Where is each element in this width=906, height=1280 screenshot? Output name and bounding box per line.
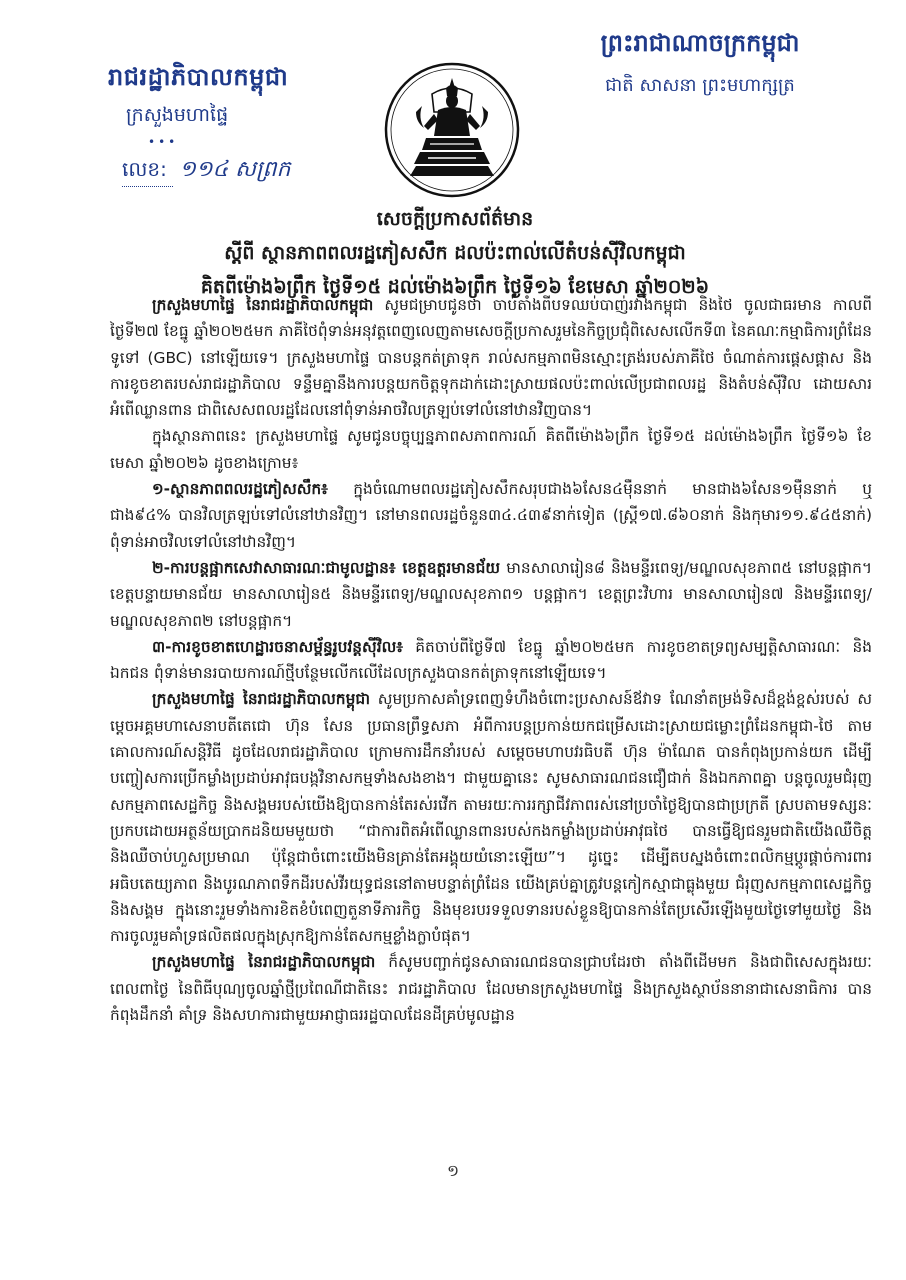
paragraph — [110, 292, 872, 423]
paragraph-lead: ១-ស្ថានភាពពលរដ្ឋភៀសសឹក៖ — [152, 480, 328, 499]
paragraph-lead: ក្រសួងមហាផ្ទៃ នៃរាជរដ្ឋាភិបាលកម្ពុជា — [152, 690, 370, 709]
paragraph-lead: ក្រសួងមហាផ្ទៃ នៃរាជរដ្ឋាភិបាលកម្ពុជា — [152, 296, 374, 314]
document-body — [110, 292, 872, 1028]
document-title: សេចក្តីប្រកាសព័ត៌មាន — [376, 208, 534, 230]
document-period: គិតពីម៉ោង៦ព្រឹក ថ្ងៃទី១៥ ដល់ម៉ោង៦ព្រឹក ថ្ងៃទី១៦ ខែមេសា ឆ្នាំ២០២៦ — [200, 276, 710, 298]
paragraph — [110, 555, 872, 634]
paragraph-lead: ក្រសួងមហាផ្ទៃ នៃរាជរដ្ឋាភិបាលកម្ពុជា — [152, 953, 376, 972]
document-subject: ស្តីពី ស្ថានភាពពលរដ្ឋភៀសសឹក ដលប៉ះពាល់លើតំបន់ស៊ីវិលកម្ពុជា — [224, 242, 686, 264]
ministry-emblem-icon — [382, 60, 522, 200]
paragraph-text: ក៏សូមបញ្ជាក់ជូនសាធារណជនបានជ្រាបដែរថា តាំងពីដើមមក និងជាពិសេសក្នុងរយៈពេលពាថ្ងៃ នៃពិធីបុណ្យចូលឆ្នាំថ្មីប្រពៃណីជាតិនេះ រាជរដ្ឋាភិបាល ដែលមានក្រសួងមហាផ្ទៃ និងក្រសួងស្ថាប័ននានាជាសេនាធិការ បានកំពុងដឹកនាំ គាំទ្រ និងសហការជាមួយអាជ្ញាធររដ្ឋបាលដែនដីគ្រប់មូលដ្ឋាន — [110, 953, 872, 1025]
paragraph-text: គិតចាប់ពីថ្ងៃទី៧ ខែធ្នូ ឆ្នាំ២០២៥មក ការខូចខាតទ្រព្យសម្បត្តិសាធារណៈ និងឯកជន ពុំទាន់មានរបាយការណ៍ថ្មីបន្ថែមលើកលើដែលក្រសួងបានកត់ត្រាទុកនៅឡើយទេ។ — [110, 637, 872, 683]
paragraph — [110, 423, 872, 476]
title-block — [110, 207, 800, 303]
header-right — [590, 28, 810, 100]
government-name: រាជរដ្ឋាភិបាលកម្ពុជា — [108, 63, 289, 91]
paragraph-lead: ២-ការបន្តផ្អាកសេវាសាធារណៈជាមូលដ្ឋាន៖ ខេត្តឧត្តរមានជ័យ — [152, 558, 501, 577]
header-left — [108, 62, 348, 187]
reference-number-value: ១១៤ សព្រក — [179, 157, 291, 182]
paragraph-text: សូមប្រកាសគាំទ្រពេញទំហឹងចំពោះប្រសាសន៍ឪវាទ ណែនាំតម្រង់ទិសដ៏ខ្ពង់ខ្ពស់របស់ សម្តេចអគ្គមហាសេនាបតីតេជោ ហ៊ុន សែន ប្រធានព្រឹទ្ធសភា អំពីការបន្តប្រកាន់យកជម្រើសដោះស្រាយជម្លោះព្រំដែនកម្ពុជា-ថៃ តាមគោលការណ៍សន្តិវិធី ដូចដែលរាជរដ្ឋាភិបាល ក្រោមការដឹកនាំរបស់ សម្តេចមហាបវរធិបតី ហ៊ុន ម៉ាណែត បានកំពុងប្រកាន់យក ដើម្បីបញ្ចៀសការប្រើកម្លាំងប្រដាប់អាវុធបង្កវិនាសកម្មទាំងសងខាង។ ជាមួយគ្នានេះ សូមសាធារណជនជឿជាក់ និងឯកភាពគ្នា បន្តចូលរួមជំរុញសកម្មភាពសេដ្ឋកិច្ច និងសង្គមរបស់យើងឱ្យបានកាន់តែរស់រវើក តាមរយៈការរក្សាជីវភាពរស់នៅប្រចាំថ្ងៃឱ្យបានជាប្រក្រតី ស្របតាមទស្សនៈប្រកបដោយអត្ថន័យប្រាកដនិយមមួយថា “ជាការពិតអំពើឈ្លានពានរបស់កងកម្លាំងប្រដាប់អាវុធថៃ បានធ្វើឱ្យជនរួមជាតិយើងឈឺចិត្ត និងឈឺចាប់ហួសប្រមាណ ប៉ុន្តែជាចំពោះយើងមិនគ្រាន់តែអង្គុយយំនោះឡើយ”។ ដូច្នេះ ដើម្បីតបស្នងចំពោះពលិកម្មប្តូរផ្តាច់ការពារអធិបតេយ្យភាព និងបូរណភាពទឹកដីរបស់វីរយុទ្ធជននៅតាមបន្ទាត់ព្រំដែន យើងគ្រប់គ្នាត្រូវបន្តកៀកស្មាជាធ្លុងមួយ ជំរុញសកម្មភាពសេដ្ឋកិច្ច និងសង្គម ក្នុងនោះរួមទាំងការខិតខំបំពេញតួនាទីភារកិច្ច និងមុខរបរទទួលទានរបស់ខ្លួនឱ្យបានកាន់តែប្រសើរឡើងមួយថ្ងៃទៅមួយថ្ងៃ និងការចូលរួមគាំទ្រផលិតផលក្នុងស្រុកឱ្យកាន់តែសកម្មខ្លាំងក្លាបំផុត។ — [110, 690, 872, 946]
ornament-divider: ••• — [148, 135, 179, 149]
paragraph-lead: ៣-ការខូចខាតហេដ្ឋារចនាសម្ព័ន្ធរូបវន្តស៊ីវិល៖ — [152, 637, 403, 656]
reference-number-label: លេខ: — [122, 156, 173, 187]
ministry-name: ក្រសួងមហាផ្ទៃ — [126, 104, 229, 126]
paragraph-text: ក្នុងស្ថានភាពនេះ ក្រសួងមហាផ្ទៃ សូមជូនបច្ចុប្បន្នភាពសភាពការណ៍ គិតពីម៉ោង៦ព្រឹក ថ្ងៃទី១៥ ដល់ម៉ោង៦ព្រឹក ថ្ងៃទី១៦ ខែមេសា ឆ្នាំ២០២៦ ដូចខាងក្រោម៖ — [110, 427, 872, 472]
paragraph — [110, 634, 872, 687]
reference-number — [108, 155, 348, 187]
kingdom-name: ព្រះរាជាណាចក្រកម្ពុជា — [600, 29, 800, 57]
page-number: ១ — [446, 1161, 460, 1180]
paragraph-text: មានសាលារៀន៨ និងមន្ទីរពេទ្យ/មណ្ឌលសុខភាព៥ នៅបន្តផ្អាក។ ខេត្តបន្ទាយមានជ័យ មានសាលារៀន៥ និងមន្ទីរពេទ្យ/មណ្ឌលសុខភាព១ បន្តផ្អាក។ ខេត្តព្រះវិហារ មានសាលារៀន៧ និងមន្ទីរពេទ្យ/មណ្ឌលសុខភាព២ នៅបន្តផ្អាក។ — [110, 558, 872, 630]
paragraph-text: សូមជម្រាបជូនថា ចាប់តាំងពីបទឈប់បាញ់រវាងកម្ពុជា និងថៃ ចូលជាធរមាន កាលពីថ្ងៃទី២៧ ខែធ្នូ ឆ្នាំ២០២៥មក ភាគីថៃពុំទាន់អនុវត្តពេញលេញតាមសេចក្តីប្រកាសរួមនៃកិច្ចប្រជុំពិសេសលើកទី៣ នៃគណៈកម្មាធិការព្រំដែនទូទៅ (GBC) នៅឡើយទេ។ ក្រសួងមហាផ្ទៃ បានបន្តកត់ត្រាទុក រាល់សកម្មភាពមិនស្មោះត្រង់របស់ភាគីថៃ ចំណាត់ការផ្តេសផ្តាស និងការខូចខាតរបស់រាជរដ្ឋាភិបាល ទន្ទឹមគ្នានឹងការបន្តយកចិត្តទុកដាក់ដោះស្រាយផលប៉ះពាល់លើប្រជាពលរដ្ឋ និងតំបន់ស៊ីវិល ដោយសារអំពើឈ្លានពាន ជាពិសេសពលរដ្ឋដែលនៅពុំទាន់អាចវិលត្រឡប់ទៅលំនៅឋានវិញបាន។ — [110, 296, 872, 420]
paragraph-text: ក្នុងចំណោមពលរដ្ឋភៀសសឹកសរុបជាង៦សែន៤ម៉ឺននាក់ មានជាង៦សែន១ម៉ឺននាក់ ឬ ជាង៩៤% បានវិលត្រឡប់ទៅលំនៅឋានវិញ។ នៅមានពលរដ្ឋចំនួន៣៤.៤៣៩នាក់ទៀត (ស្ត្រី១៧.៨៦០នាក់ និងកុមារ១១.៩៤៥នាក់) ពុំទាន់អាចវិលទៅលំនៅឋានវិញ។ — [110, 480, 872, 551]
paragraph — [110, 949, 872, 1028]
paragraph — [110, 686, 872, 949]
paragraph — [110, 476, 872, 555]
national-motto: ជាតិ សាសនា ព្រះមហាក្សត្រ — [605, 75, 795, 96]
